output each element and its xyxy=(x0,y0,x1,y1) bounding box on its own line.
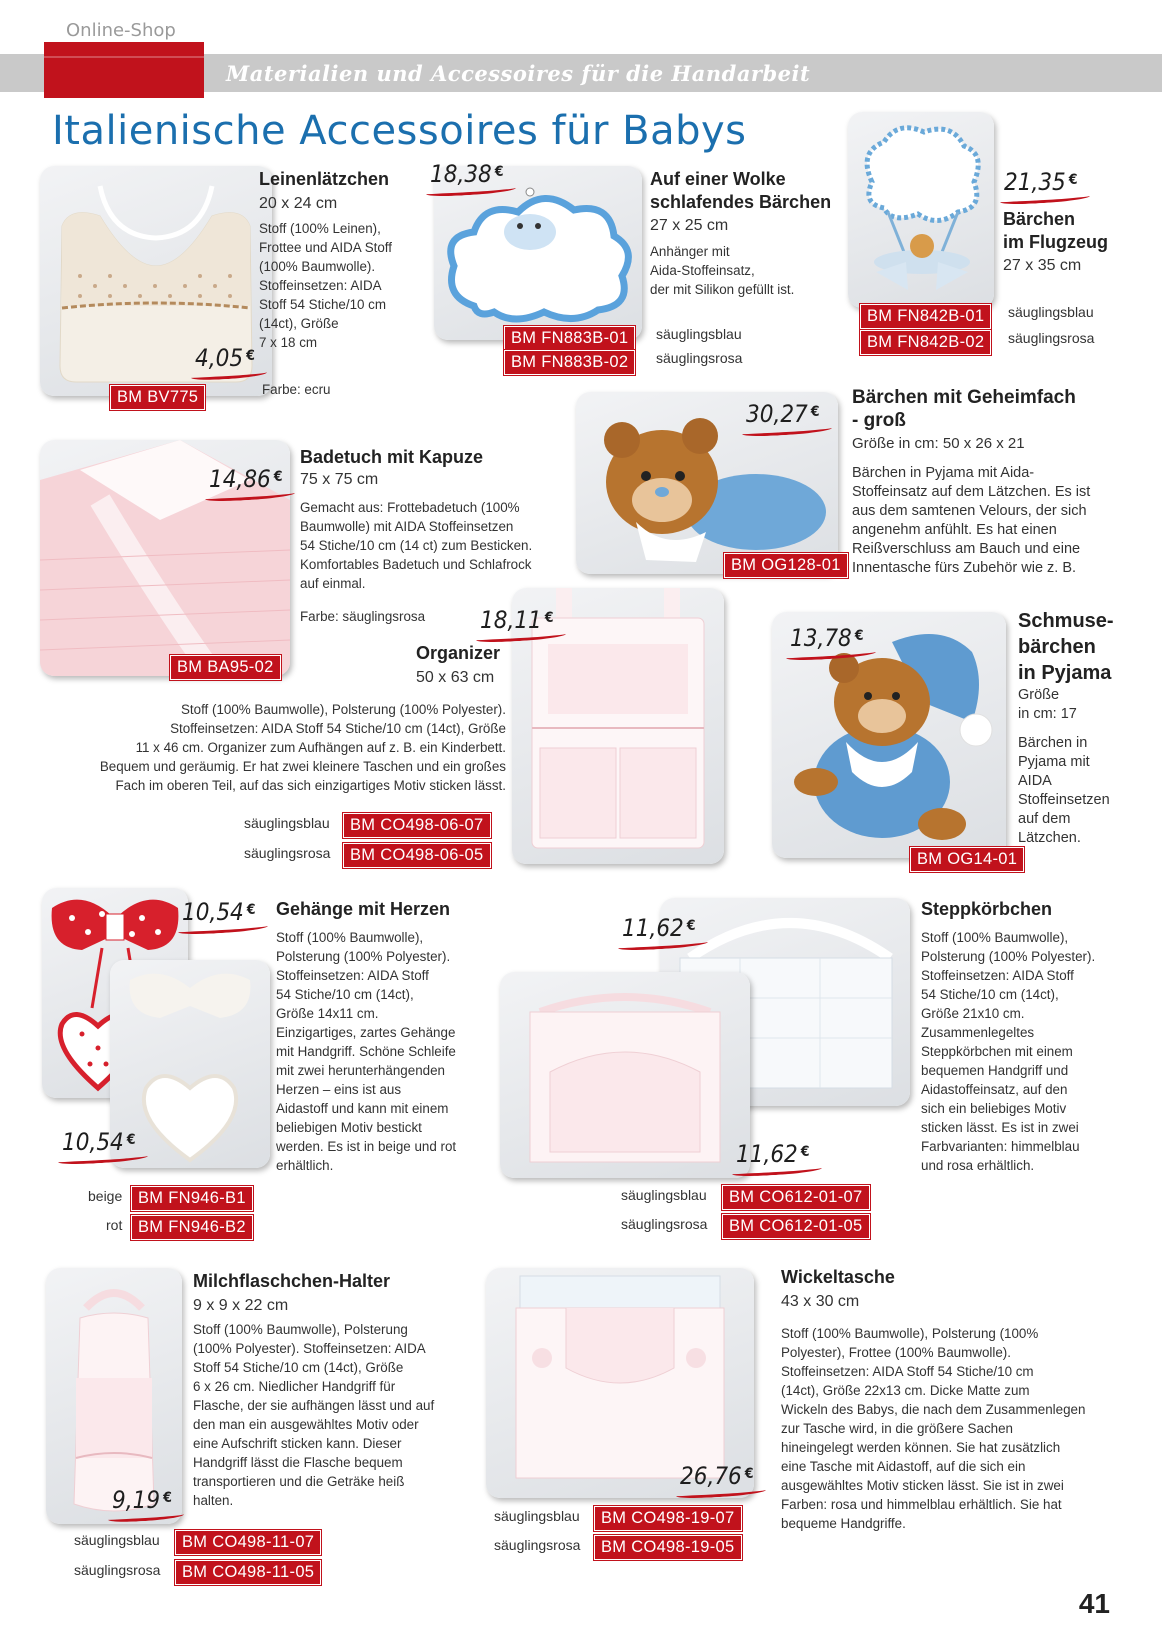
pyjama-bear-description: Bärchen in Pyjama mit AIDA Stoffeinsetzen auf dem Lätzchen. xyxy=(1018,735,1110,846)
bear-big-size: Größe in cm: 50 x 26 x 21 xyxy=(852,435,1025,452)
basket-title: Steppkörbchen xyxy=(921,899,1053,919)
towel-price: 14,86 € xyxy=(209,465,283,493)
basket-price-top: 11,62 € xyxy=(622,914,696,942)
cloud-size: 27 x 25 cm xyxy=(650,217,729,234)
plane-title: Bärchen im Flugzeug xyxy=(1003,209,1108,252)
basket-code-pink: BM CO612-01-05 xyxy=(722,1214,870,1239)
basket-label-pink: säuglingsrosa xyxy=(621,1216,708,1232)
organizer-code-pink: BM CO498-06-05 xyxy=(343,843,491,868)
bib-title: Leinenlätzchen xyxy=(259,169,390,189)
cloud-price: 18,38 € xyxy=(430,160,504,188)
basket-label-blue: säuglingsblau xyxy=(621,1187,707,1203)
cloud-title: Auf einer Wolke schlafendes Bärchen xyxy=(650,169,832,212)
page-title: Italienische Accessoires für Babys xyxy=(52,108,747,154)
hearts-code-red: BM FN946-B2 xyxy=(131,1215,253,1240)
bottle-price: 9,19 € xyxy=(112,1486,172,1514)
cloud-code-blue: BM FN883B-01 xyxy=(504,326,635,351)
organizer-label-pink: säuglingsrosa xyxy=(244,845,331,861)
cloud-label-pink: säuglingsrosa xyxy=(656,350,743,366)
plane-label-pink: säuglingsrosa xyxy=(1008,330,1095,346)
bib-color: Farbe: ecru xyxy=(262,382,331,397)
bag-size: 43 x 30 cm xyxy=(781,1293,860,1310)
bear-big-title: Bärchen mit Geheimfach - groß xyxy=(852,387,1076,431)
hearts-title: Gehänge mit Herzen xyxy=(276,899,451,919)
hearts-label-beige: beige xyxy=(88,1188,123,1204)
towel-color: Farbe: säuglingsrosa xyxy=(300,609,426,624)
towel-title: Badetuch mit Kapuze xyxy=(300,447,484,467)
towel-description: Gemacht aus: Frottebadetuch (100% Baumwolle) mit AIDA Stoffeinsetzen 54 Stiche/10 cm (14 ct) zum Besticken. Komfortables Badetuch und Schlafrock auf einmal. xyxy=(300,500,533,591)
bottle-code-pink: BM CO498-11-05 xyxy=(175,1560,321,1585)
bear-big-code: BM OG128-01 xyxy=(724,553,848,578)
hearts-price-bottom: 10,54 € xyxy=(62,1128,136,1156)
pyjama-bear-price: 13,78 € xyxy=(790,624,864,652)
bag-price: 26,76 € xyxy=(680,1462,754,1490)
bottle-description: Stoff (100% Baumwolle), Polsterung (100% Polyester). Stoffeinsetzen: AIDA Stoff 54 Stiche/10 cm (14ct), Größe 6 x 26 cm. Niedlicher Handgriff für Flasche, der sie aufhängen lässt und auf den man ein ausgewähltes Motiv oder eine Aufschrift sticken kann. Dieser Handgriff lässt die Flasche bequem transportieren und die Geträke heiß halten. xyxy=(193,1322,435,1508)
plane-code-blue: BM FN842B-01 xyxy=(860,304,991,329)
bag-label-pink: säuglingsrosa xyxy=(494,1537,581,1553)
pyjama-bear-size: Größe in cm: 17 xyxy=(1018,687,1077,722)
bag-title: Wickeltasche xyxy=(781,1267,895,1287)
organizer-price: 18,11 € xyxy=(480,606,554,634)
basket-photo-pink xyxy=(500,972,750,1178)
bear-big-description: Bärchen in Pyjama mit Aida- Stoffeinsatz auf dem Lätzchen. Es ist aus dem samtenen Velours, der sich angenehm anfühlt. Es hat einen Reißverschluss am Bauch und eine Innentasche fürs Zubehör wie z. B. xyxy=(852,465,1091,576)
plane-photo xyxy=(848,112,994,308)
cloud-label-blue: säuglingsblau xyxy=(656,326,742,342)
bib-description: Stoff (100% Leinen), Frottee und AIDA Stoff (100% Baumwolle). Stoffeinsetzen: AIDA Stoff 54 Stiche/10 cm (14ct), Größe 7 x 18 cm xyxy=(259,221,392,350)
basket-code-blue: BM CO612-01-07 xyxy=(722,1185,870,1210)
bib-code: BM BV775 xyxy=(110,385,205,410)
bear-big-price: 30,27 € xyxy=(746,400,820,428)
bottle-code-blue: BM CO498-11-07 xyxy=(175,1530,321,1555)
towel-size: 75 x 75 cm xyxy=(300,471,379,488)
organizer-title: Organizer xyxy=(416,643,501,663)
basket-description: Stoff (100% Baumwolle), Polsterung (100% Polyester). Stoffeinsetzen: AIDA Stoff 54 Stiche/10 cm (14ct), Größe 21x10 cm. Zusammenlegeltes Steppkörbchen mit einem bequemen Handgriff und Aidastoffeinsatz, auf den sich ein beliebiges Motiv sticken lässt. Es ist in zwei Farbvarianten: himmelblau und rosa erhältlich. xyxy=(921,930,1096,1173)
bib-price: 4,05 € xyxy=(195,344,255,372)
organizer-description: Stoff (100% Baumwolle), Polsterung (100% Polyester). Stoffeinsetzen: AIDA Stoff 54 Stiche/10 cm (14ct), Größe 11 x 46 cm. Organizer zum Aufhängen auf z. B. ein Kinderbett. Bequem und geräumig. Er hat zwei kleinere Taschen und ein großes Fach im oberen Teil, auf das sich einzigartiges Motiv sticken lässt. xyxy=(99,702,506,793)
organizer-label-blue: säuglingsblau xyxy=(244,815,330,831)
organizer-code-blue: BM CO498-06-07 xyxy=(343,813,491,838)
banner-text: Materialien und Accessoires für die Handarbeit xyxy=(226,61,811,86)
hearts-code-beige: BM FN946-B1 xyxy=(131,1186,253,1211)
cloud-code-pink: BM FN883B-02 xyxy=(504,350,635,375)
plane-price: 21,35 € xyxy=(1004,168,1078,196)
bottle-label-pink: säuglingsrosa xyxy=(74,1562,161,1578)
plane-code-pink: BM FN842B-02 xyxy=(860,330,991,355)
pyjama-bear-code: BM OG14-01 xyxy=(910,847,1024,872)
page-number: 41 xyxy=(1078,1588,1110,1619)
bottle-title: Milchflaschchen-Halter xyxy=(193,1271,391,1291)
plane-label-blue: säuglingsblau xyxy=(1008,304,1094,320)
cloud-description: Anhänger mit Aida-Stoffeinsatz, der mit Silikon gefüllt ist. xyxy=(650,244,795,297)
bag-label-blue: säuglingsblau xyxy=(494,1508,580,1524)
bib-size: 20 x 24 cm xyxy=(259,195,338,212)
bottle-size: 9 x 9 x 22 cm xyxy=(193,1297,289,1314)
shop-label: Online-Shop xyxy=(66,20,176,41)
bag-description: Stoff (100% Baumwolle), Polsterung (100% Polyester), Frottee (100% Baumwolle). Stoffeinsetzen: AIDA Stoff 54 Stiche/10 cm (14ct), Größe 22x13 cm. Dicke Matte zum Wickeln des Babys, die nach dem Zusammenlegen zur Tasche wird, in die größere Sachen hineingelegt werden können. Sie hat zusätzlich eine Tasche mit Aidastoff, auf die sich ein ausgewähltes Motiv sticken lässt. Sie ist in zwei Farben: rosa und himmelblau erhältlich. Sie hat bequeme Handgriffe. xyxy=(781,1326,1086,1531)
bottle-label-blue: säuglingsblau xyxy=(74,1532,160,1548)
hearts-label-red: rot xyxy=(106,1217,123,1233)
plane-size: 27 x 35 cm xyxy=(1003,257,1082,274)
bag-code-blue: BM CO498-19-07 xyxy=(594,1506,742,1531)
organizer-size: 50 x 63 cm xyxy=(416,669,495,686)
bag-code-pink: BM CO498-19-05 xyxy=(594,1535,742,1560)
hearts-description: Stoff (100% Baumwolle), Polsterung (100% Polyester). Stoffeinsetzen: AIDA Stoff 54 Stiche/10 cm (14ct), Größe 14x11 cm. Einzigartiges, zartes Gehänge mit Handgriff. Schöne Schleife mit zwei herunterhängenden Herzen – eins ist aus Aidastoff und kann mit einem beliebigen Motiv bestickt werden. Es ist in beige und rot erhältlich. xyxy=(276,930,457,1173)
basket-price-bottom: 11,62 € xyxy=(736,1140,810,1168)
hearts-price-top: 10,54 € xyxy=(182,898,256,926)
towel-code: BM BA95-02 xyxy=(170,655,281,680)
pyjama-bear-title: Schmuse- bärchen in Pyjama xyxy=(1018,610,1114,684)
brand-logo-block xyxy=(44,42,204,98)
